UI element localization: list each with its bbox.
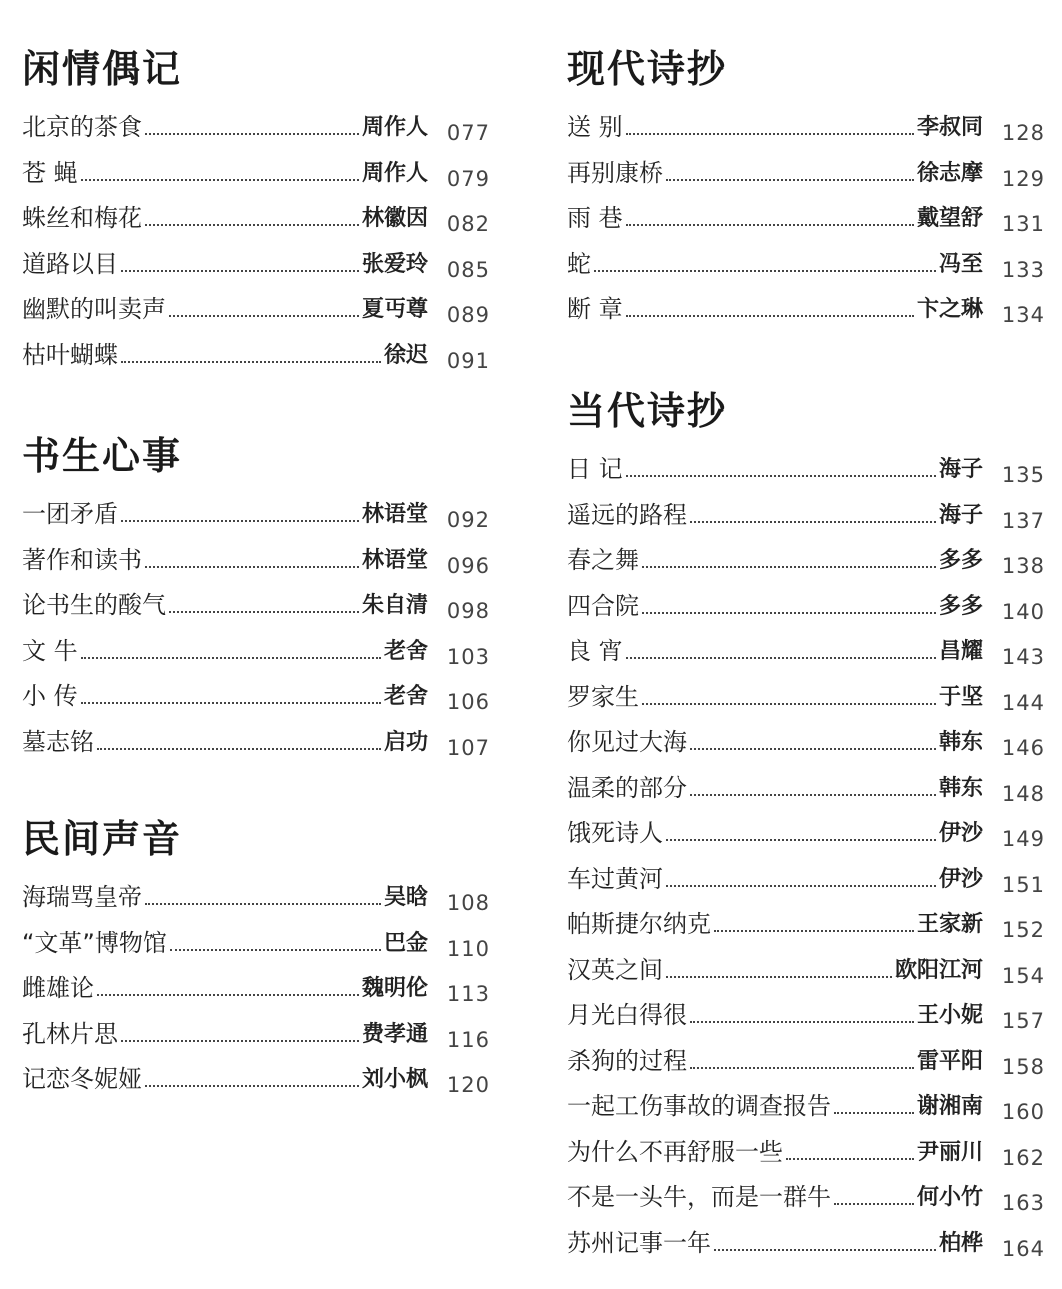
section-title: 当代诗抄 bbox=[567, 389, 728, 433]
dot-leader bbox=[786, 1158, 914, 1160]
entry-author: 费孝通 bbox=[361, 1020, 428, 1047]
entry-title: 不是一头牛，而是一群牛 bbox=[567, 1183, 831, 1211]
dot-leader bbox=[714, 1249, 936, 1251]
entry-page-number: 148 bbox=[1001, 781, 1045, 806]
toc-entry[interactable] bbox=[22, 872, 490, 915]
dot-leader bbox=[626, 475, 936, 477]
entry-title: 雨 巷 bbox=[567, 204, 623, 232]
toc-entry[interactable] bbox=[567, 284, 1045, 327]
dot-leader bbox=[690, 748, 936, 750]
entry-title: 海瑞骂皇帝 bbox=[22, 883, 142, 911]
entry-page-number: 128 bbox=[1001, 121, 1045, 145]
entry-page-number: 131 bbox=[1001, 212, 1045, 236]
dot-leader bbox=[121, 520, 359, 522]
entry-title: 雌雄论 bbox=[22, 974, 94, 1002]
dot-leader bbox=[169, 611, 359, 613]
entry-title: 四合院 bbox=[567, 591, 639, 620]
entry-author: 卞之琳 bbox=[916, 296, 983, 322]
toc-entry[interactable] bbox=[567, 1081, 1045, 1124]
entry-page-number: 110 bbox=[446, 936, 490, 961]
toc-entry[interactable] bbox=[567, 1127, 1045, 1170]
dot-leader bbox=[626, 224, 914, 226]
entry-title: 为什么不再舒服一些 bbox=[567, 1137, 783, 1166]
entry-author: 巴金 bbox=[383, 929, 428, 956]
entry-author: 于坚 bbox=[938, 683, 983, 710]
entry-author: 徐志摩 bbox=[916, 159, 983, 186]
entry-title: 日 记 bbox=[567, 455, 623, 483]
entry-page-number: 129 bbox=[1001, 166, 1045, 191]
dot-leader bbox=[690, 1021, 914, 1023]
entry-title: 汉英之间 bbox=[567, 955, 663, 984]
toc-entry[interactable] bbox=[567, 490, 1045, 533]
entry-author: 启功 bbox=[383, 728, 428, 755]
entry-author: 欧阳江河 bbox=[894, 956, 983, 983]
dot-leader bbox=[97, 994, 359, 996]
entry-page-number: 160 bbox=[1001, 1100, 1045, 1124]
dot-leader bbox=[834, 1112, 914, 1114]
entry-title: 枯叶蝴蝶 bbox=[22, 340, 118, 369]
toc-entry[interactable] bbox=[567, 444, 1045, 487]
entry-title: 月光白得很 bbox=[567, 1001, 687, 1029]
entry-title: 送 别 bbox=[567, 113, 623, 141]
dot-leader bbox=[834, 1203, 914, 1205]
toc-entry[interactable] bbox=[567, 854, 1045, 897]
entry-title: 一团矛盾 bbox=[22, 500, 118, 528]
dot-leader bbox=[145, 903, 381, 905]
entry-page-number: 133 bbox=[1001, 257, 1045, 282]
entry-author: 伊沙 bbox=[938, 820, 983, 846]
toc-entry[interactable] bbox=[22, 284, 490, 327]
entry-title: 苍 蝇 bbox=[22, 158, 78, 187]
entry-page-number: 116 bbox=[446, 1027, 490, 1052]
toc-entry[interactable] bbox=[22, 193, 490, 236]
dot-leader bbox=[666, 885, 936, 887]
entry-title: 杀狗的过程 bbox=[567, 1046, 687, 1075]
entry-page-number: 079 bbox=[446, 166, 490, 191]
entry-author: 张爱玲 bbox=[361, 250, 428, 277]
entry-page-number: 091 bbox=[446, 348, 490, 373]
entry-title: 幽默的叫卖声 bbox=[22, 295, 166, 323]
toc-entry[interactable] bbox=[567, 672, 1045, 715]
entry-page-number: 146 bbox=[1001, 736, 1045, 760]
toc-entry[interactable] bbox=[567, 1036, 1045, 1079]
toc-entry[interactable] bbox=[567, 1172, 1045, 1215]
dot-leader bbox=[642, 566, 936, 568]
entry-author: 林语堂 bbox=[361, 501, 428, 527]
dot-leader bbox=[145, 1085, 359, 1087]
entry-author: 冯至 bbox=[938, 250, 983, 277]
toc-entry[interactable] bbox=[22, 963, 490, 1006]
entry-page-number: 163 bbox=[1001, 1191, 1045, 1215]
dot-leader bbox=[626, 657, 936, 659]
entry-title: 罗家生 bbox=[567, 682, 639, 711]
entry-title: 苏州记事一年 bbox=[567, 1228, 711, 1257]
dot-leader bbox=[170, 949, 381, 951]
dot-leader bbox=[145, 566, 359, 568]
entry-author: 多多 bbox=[938, 547, 983, 573]
entry-title: “文革”博物馆 bbox=[22, 928, 167, 957]
dot-leader bbox=[81, 179, 359, 181]
entry-author: 尹丽川 bbox=[916, 1138, 983, 1165]
entry-author: 吴晗 bbox=[383, 884, 428, 910]
toc-entry[interactable] bbox=[22, 626, 490, 669]
entry-page-number: 089 bbox=[446, 303, 490, 327]
entry-page-number: 107 bbox=[446, 735, 490, 760]
entry-author: 伊沙 bbox=[938, 865, 983, 892]
toc-entry[interactable] bbox=[22, 717, 490, 760]
entry-title: 春之舞 bbox=[567, 546, 639, 574]
entry-author: 徐迟 bbox=[383, 341, 428, 368]
entry-page-number: 120 bbox=[446, 1073, 490, 1097]
dot-leader bbox=[145, 224, 359, 226]
entry-page-number: 151 bbox=[1001, 872, 1045, 897]
entry-page-number: 149 bbox=[1001, 827, 1045, 851]
entry-author: 朱自清 bbox=[361, 592, 428, 618]
entry-author: 何小竹 bbox=[916, 1184, 983, 1210]
entry-title: 温柔的部分 bbox=[567, 773, 687, 802]
entry-title: 车过黄河 bbox=[567, 864, 663, 893]
dot-leader bbox=[714, 930, 914, 932]
entry-page-number: 096 bbox=[446, 553, 490, 578]
entry-author: 多多 bbox=[938, 592, 983, 619]
entry-page-number: 164 bbox=[1001, 1236, 1045, 1261]
dot-leader bbox=[121, 1040, 359, 1042]
entry-page-number: 144 bbox=[1001, 690, 1045, 715]
toc-entry[interactable] bbox=[567, 808, 1045, 851]
entry-title: 良 宵 bbox=[567, 637, 623, 665]
entry-page-number: 162 bbox=[1001, 1145, 1045, 1170]
toc-entry[interactable] bbox=[567, 148, 1045, 191]
entry-author: 王小妮 bbox=[916, 1002, 983, 1028]
entry-page-number: 085 bbox=[446, 257, 490, 282]
section-title: 现代诗抄 bbox=[567, 47, 728, 91]
entry-page-number: 138 bbox=[1001, 554, 1045, 578]
entry-author: 王家新 bbox=[916, 911, 983, 937]
entry-author: 刘小枫 bbox=[361, 1066, 428, 1092]
section-title: 闲情偶记 bbox=[22, 47, 183, 91]
entry-page-number: 152 bbox=[1001, 918, 1045, 942]
entry-author: 海子 bbox=[938, 501, 983, 528]
entry-page-number: 154 bbox=[1001, 963, 1045, 988]
entry-title: 蛇 bbox=[567, 249, 591, 278]
entry-author: 夏丏尊 bbox=[361, 296, 428, 322]
toc-entry[interactable] bbox=[567, 581, 1045, 624]
entry-page-number: 140 bbox=[1001, 599, 1045, 624]
entry-author: 昌耀 bbox=[938, 638, 983, 664]
entry-title: 帕斯捷尔纳克 bbox=[567, 910, 711, 938]
entry-title: 你见过大海 bbox=[567, 728, 687, 756]
dot-leader bbox=[666, 839, 936, 841]
entry-page-number: 137 bbox=[1001, 508, 1045, 533]
entry-page-number: 157 bbox=[1001, 1009, 1045, 1033]
toc-entry[interactable] bbox=[22, 239, 490, 282]
entry-title: 一起工伤事故的调查报告 bbox=[567, 1092, 831, 1120]
entry-author: 韩东 bbox=[938, 729, 983, 755]
toc-entry[interactable] bbox=[567, 626, 1045, 669]
toc-entry[interactable] bbox=[22, 671, 490, 714]
entry-title: 文 牛 bbox=[22, 636, 78, 665]
entry-title: 小 传 bbox=[22, 682, 78, 710]
toc-entry[interactable] bbox=[22, 918, 490, 961]
entry-author: 老舍 bbox=[383, 637, 428, 664]
entry-author: 海子 bbox=[938, 456, 983, 482]
dot-leader bbox=[169, 315, 359, 317]
toc-entry[interactable] bbox=[567, 763, 1045, 806]
entry-author: 周作人 bbox=[361, 159, 428, 186]
dot-leader bbox=[666, 976, 892, 978]
entry-title: 断 章 bbox=[567, 295, 623, 323]
entry-author: 戴望舒 bbox=[916, 205, 983, 231]
entry-title: 道路以目 bbox=[22, 249, 118, 278]
dot-leader bbox=[642, 703, 936, 705]
entry-title: 蛛丝和梅花 bbox=[22, 204, 142, 232]
entry-title: 饿死诗人 bbox=[567, 819, 663, 847]
entry-title: 孔林片思 bbox=[22, 1019, 118, 1048]
toc-entry[interactable] bbox=[567, 990, 1045, 1033]
toc-entry[interactable] bbox=[567, 899, 1045, 942]
toc-entry[interactable] bbox=[567, 193, 1045, 236]
entry-page-number: 134 bbox=[1001, 303, 1045, 327]
dot-leader bbox=[690, 521, 936, 523]
dot-leader bbox=[81, 657, 381, 659]
entry-author: 谢湘南 bbox=[916, 1093, 983, 1119]
entry-page-number: 092 bbox=[446, 508, 490, 532]
entry-page-number: 113 bbox=[446, 982, 490, 1006]
toc-entry[interactable] bbox=[22, 1009, 490, 1052]
entry-page-number: 077 bbox=[446, 121, 490, 145]
dot-leader bbox=[121, 361, 381, 363]
toc-entry[interactable] bbox=[22, 580, 490, 623]
dot-leader bbox=[666, 179, 914, 181]
toc-entry[interactable] bbox=[567, 102, 1045, 145]
entry-page-number: 103 bbox=[446, 644, 490, 669]
entry-author: 林语堂 bbox=[361, 546, 428, 573]
entry-title: 著作和读书 bbox=[22, 545, 142, 574]
entry-author: 柏桦 bbox=[938, 1229, 983, 1256]
entry-author: 雷平阳 bbox=[916, 1047, 983, 1074]
entry-title: 遥远的路程 bbox=[567, 500, 687, 529]
dot-leader bbox=[626, 133, 914, 135]
section-title: 民间声音 bbox=[22, 817, 183, 861]
entry-author: 韩东 bbox=[938, 774, 983, 801]
toc-entry[interactable] bbox=[567, 535, 1045, 578]
entry-page-number: 158 bbox=[1001, 1054, 1045, 1079]
toc-entry[interactable] bbox=[22, 489, 490, 532]
entry-title: 论书生的酸气 bbox=[22, 591, 166, 619]
toc-entry[interactable] bbox=[567, 945, 1045, 988]
entry-page-number: 106 bbox=[446, 690, 490, 714]
entry-page-number: 082 bbox=[446, 212, 490, 236]
toc-entry[interactable] bbox=[22, 1054, 490, 1097]
toc-entry[interactable] bbox=[22, 330, 490, 373]
entry-title: 记恋冬妮娅 bbox=[22, 1065, 142, 1093]
toc-entry[interactable] bbox=[567, 1218, 1045, 1261]
dot-leader bbox=[145, 133, 359, 135]
toc-entry[interactable] bbox=[22, 102, 490, 145]
toc-entry[interactable] bbox=[22, 535, 490, 578]
dot-leader bbox=[81, 702, 381, 704]
entry-page-number: 143 bbox=[1001, 645, 1045, 669]
entry-page-number: 098 bbox=[446, 599, 490, 623]
toc-entry[interactable] bbox=[567, 717, 1045, 760]
entry-page-number: 135 bbox=[1001, 463, 1045, 487]
dot-leader bbox=[594, 270, 936, 272]
dot-leader bbox=[690, 1067, 914, 1069]
entry-title: 再别康桥 bbox=[567, 158, 663, 187]
entry-title: 北京的茶食 bbox=[22, 113, 142, 141]
dot-leader bbox=[626, 315, 914, 317]
entry-author: 周作人 bbox=[361, 114, 428, 140]
dot-leader bbox=[690, 794, 936, 796]
dot-leader bbox=[97, 748, 381, 750]
dot-leader bbox=[121, 270, 359, 272]
toc-entry[interactable] bbox=[567, 239, 1045, 282]
entry-author: 林徽因 bbox=[361, 205, 428, 231]
entry-title: 墓志铭 bbox=[22, 727, 94, 756]
toc-entry[interactable] bbox=[22, 148, 490, 191]
section-title: 书生心事 bbox=[22, 434, 183, 478]
entry-author: 李叔同 bbox=[916, 114, 983, 140]
entry-author: 老舍 bbox=[383, 683, 428, 709]
entry-page-number: 108 bbox=[446, 891, 490, 915]
dot-leader bbox=[642, 612, 936, 614]
entry-author: 魏明伦 bbox=[361, 975, 428, 1001]
